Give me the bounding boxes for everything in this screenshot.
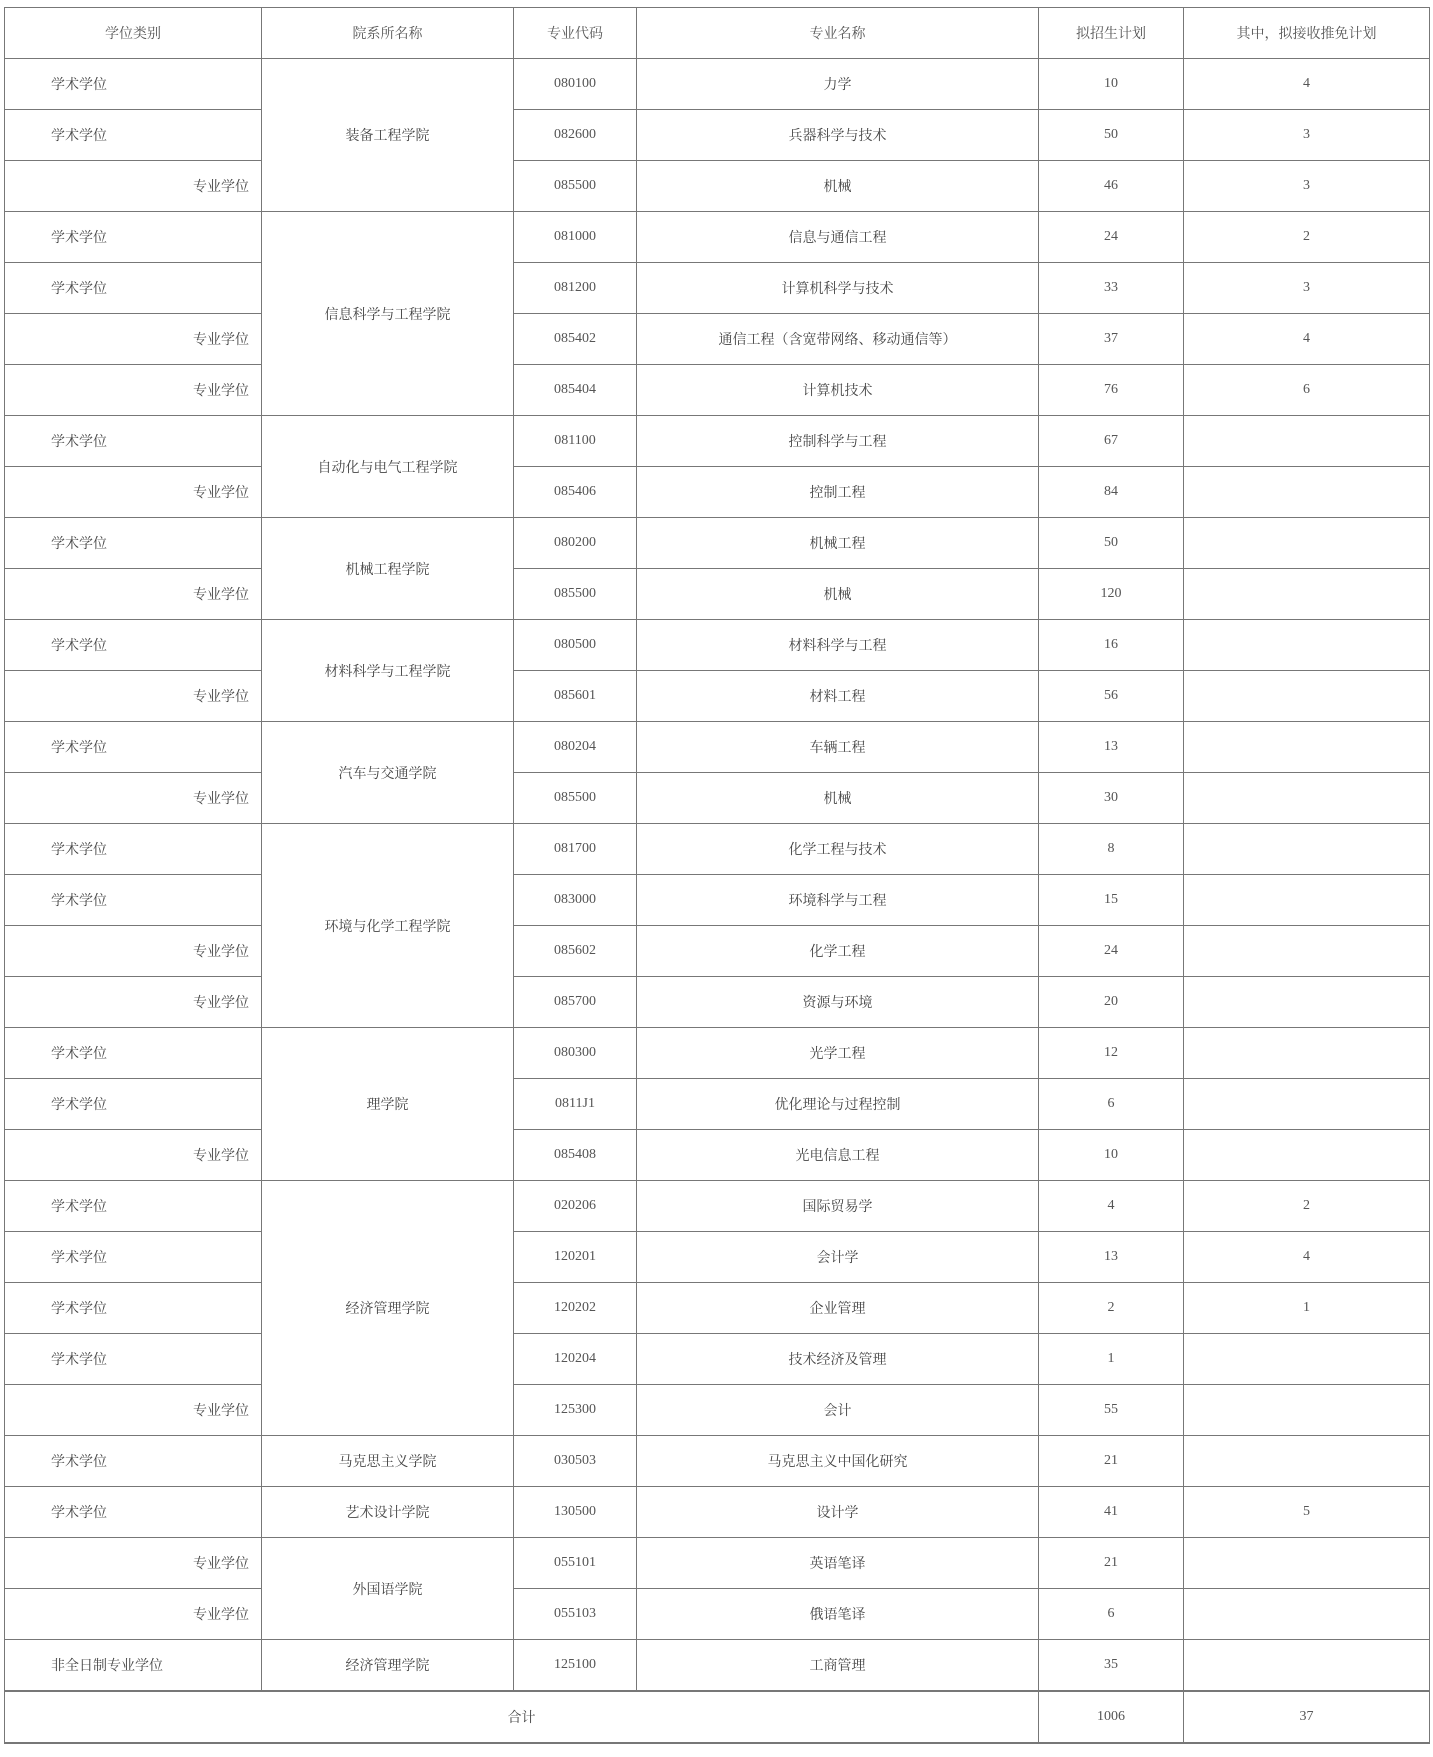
exempt-cell: 5: [1184, 1487, 1430, 1538]
college-cell: 信息科学与工程学院: [262, 212, 514, 416]
plan-cell: 30: [1039, 773, 1184, 824]
table-row: [5, 824, 1430, 875]
exempt-cell: 6: [1184, 365, 1430, 416]
major-code-cell: 080204: [514, 722, 637, 773]
college-cell: 经济管理学院: [262, 1640, 514, 1692]
major-name-cell: 优化理论与过程控制: [637, 1079, 1039, 1130]
major-code-cell: 080100: [514, 59, 637, 110]
table-row: [5, 1028, 1430, 1079]
major-code-cell: 125100: [514, 1640, 637, 1692]
table-row: [5, 1079, 1430, 1130]
exempt-cell: [1184, 569, 1430, 620]
major-code-cell: 130500: [514, 1487, 637, 1538]
degree-type-cell: 学术学位: [5, 212, 262, 263]
table-row: [5, 722, 1430, 773]
exempt-cell: [1184, 722, 1430, 773]
major-name-cell: 通信工程（含宽带网络、移动通信等）: [637, 314, 1039, 365]
table-row: [5, 161, 1430, 212]
plan-cell: 76: [1039, 365, 1184, 416]
plan-cell: 35: [1039, 1640, 1184, 1692]
table-row: [5, 1130, 1430, 1181]
major-code-cell: 082600: [514, 110, 637, 161]
major-code-cell: 0811J1: [514, 1079, 637, 1130]
major-code-cell: 085406: [514, 467, 637, 518]
plan-cell: 8: [1039, 824, 1184, 875]
degree-type-cell: 学术学位: [5, 620, 262, 671]
degree-type-cell: 专业学位: [5, 161, 262, 212]
degree-type-cell: 专业学位: [5, 1589, 262, 1640]
degree-type-cell: 学术学位: [5, 416, 262, 467]
exempt-cell: [1184, 926, 1430, 977]
exempt-cell: 4: [1184, 314, 1430, 365]
degree-type-cell: 专业学位: [5, 926, 262, 977]
exempt-cell: 3: [1184, 110, 1430, 161]
degree-type-cell: 学术学位: [5, 1028, 262, 1079]
total-label: 合计: [5, 1691, 1039, 1743]
plan-cell: 56: [1039, 671, 1184, 722]
college-cell: 装备工程学院: [262, 59, 514, 212]
table-row: [5, 977, 1430, 1028]
major-name-cell: 工商管理: [637, 1640, 1039, 1692]
plan-cell: 13: [1039, 1232, 1184, 1283]
degree-type-cell: 专业学位: [5, 671, 262, 722]
table-row: [5, 1640, 1430, 1692]
major-code-cell: 085602: [514, 926, 637, 977]
major-name-cell: 计算机科学与技术: [637, 263, 1039, 314]
plan-cell: 24: [1039, 926, 1184, 977]
table-row: [5, 1181, 1430, 1232]
major-name-cell: 材料科学与工程: [637, 620, 1039, 671]
plan-cell: 6: [1039, 1079, 1184, 1130]
degree-type-cell: 学术学位: [5, 518, 262, 569]
major-name-cell: 国际贸易学: [637, 1181, 1039, 1232]
table-row: [5, 518, 1430, 569]
table-row: [5, 314, 1430, 365]
major-code-cell: 080500: [514, 620, 637, 671]
major-code-cell: 081200: [514, 263, 637, 314]
major-code-cell: 085408: [514, 1130, 637, 1181]
degree-type-cell: 非全日制专业学位: [5, 1640, 262, 1692]
major-code-cell: 120202: [514, 1283, 637, 1334]
degree-type-cell: 专业学位: [5, 314, 262, 365]
major-code-cell: 080200: [514, 518, 637, 569]
exempt-cell: [1184, 518, 1430, 569]
major-code-cell: 085402: [514, 314, 637, 365]
exempt-cell: 2: [1184, 212, 1430, 263]
exempt-cell: [1184, 773, 1430, 824]
plan-cell: 46: [1039, 161, 1184, 212]
header-exempt-plan: 其中，拟接收推免计划: [1184, 8, 1430, 59]
degree-type-cell: 专业学位: [5, 467, 262, 518]
table-row: [5, 1538, 1430, 1589]
header-row: [5, 8, 1430, 59]
major-name-cell: 车辆工程: [637, 722, 1039, 773]
degree-type-cell: 学术学位: [5, 875, 262, 926]
major-code-cell: 081700: [514, 824, 637, 875]
plan-cell: 12: [1039, 1028, 1184, 1079]
plan-cell: 10: [1039, 1130, 1184, 1181]
header-college: 院系所名称: [262, 8, 514, 59]
major-name-cell: 企业管理: [637, 1283, 1039, 1334]
table-row: [5, 416, 1430, 467]
college-cell: 理学院: [262, 1028, 514, 1181]
plan-cell: 55: [1039, 1385, 1184, 1436]
table-row: [5, 1232, 1430, 1283]
exempt-cell: [1184, 416, 1430, 467]
major-name-cell: 资源与环境: [637, 977, 1039, 1028]
exempt-cell: 3: [1184, 161, 1430, 212]
enrollment-plan-table: [4, 7, 1430, 1744]
major-code-cell: 085700: [514, 977, 637, 1028]
exempt-cell: 3: [1184, 263, 1430, 314]
degree-type-cell: 学术学位: [5, 1232, 262, 1283]
major-name-cell: 环境科学与工程: [637, 875, 1039, 926]
table-row: [5, 1487, 1430, 1538]
major-name-cell: 光学工程: [637, 1028, 1039, 1079]
table-row: [5, 1283, 1430, 1334]
major-name-cell: 信息与通信工程: [637, 212, 1039, 263]
major-code-cell: 020206: [514, 1181, 637, 1232]
major-code-cell: 081100: [514, 416, 637, 467]
plan-cell: 50: [1039, 518, 1184, 569]
plan-cell: 20: [1039, 977, 1184, 1028]
exempt-cell: [1184, 1640, 1430, 1692]
degree-type-cell: 学术学位: [5, 1079, 262, 1130]
plan-cell: 10: [1039, 59, 1184, 110]
degree-type-cell: 专业学位: [5, 977, 262, 1028]
exempt-cell: 1: [1184, 1283, 1430, 1334]
major-code-cell: 085404: [514, 365, 637, 416]
table-row: [5, 926, 1430, 977]
plan-cell: 50: [1039, 110, 1184, 161]
degree-type-cell: 学术学位: [5, 110, 262, 161]
exempt-cell: [1184, 1589, 1430, 1640]
plan-cell: 33: [1039, 263, 1184, 314]
table-row: [5, 671, 1430, 722]
total-row: [5, 1691, 1430, 1743]
exempt-cell: [1184, 1028, 1430, 1079]
total-exempt: 37: [1184, 1691, 1430, 1743]
major-name-cell: 设计学: [637, 1487, 1039, 1538]
header-degree-type: 学位类别: [5, 8, 262, 59]
degree-type-cell: 专业学位: [5, 773, 262, 824]
table-row: [5, 467, 1430, 518]
major-code-cell: 085500: [514, 773, 637, 824]
plan-cell: 84: [1039, 467, 1184, 518]
major-name-cell: 材料工程: [637, 671, 1039, 722]
exempt-cell: [1184, 1130, 1430, 1181]
major-name-cell: 俄语笔译: [637, 1589, 1039, 1640]
major-code-cell: 085601: [514, 671, 637, 722]
plan-cell: 21: [1039, 1436, 1184, 1487]
major-code-cell: 081000: [514, 212, 637, 263]
header-major-name: 专业名称: [637, 8, 1039, 59]
plan-cell: 2: [1039, 1283, 1184, 1334]
major-code-cell: 055101: [514, 1538, 637, 1589]
exempt-cell: [1184, 1079, 1430, 1130]
degree-type-cell: 专业学位: [5, 569, 262, 620]
major-name-cell: 力学: [637, 59, 1039, 110]
plan-cell: 41: [1039, 1487, 1184, 1538]
table-row: [5, 1334, 1430, 1385]
major-name-cell: 机械工程: [637, 518, 1039, 569]
table-row: [5, 365, 1430, 416]
major-name-cell: 会计: [637, 1385, 1039, 1436]
exempt-cell: 2: [1184, 1181, 1430, 1232]
table-row: [5, 1436, 1430, 1487]
table-row: [5, 212, 1430, 263]
major-name-cell: 技术经济及管理: [637, 1334, 1039, 1385]
major-name-cell: 化学工程: [637, 926, 1039, 977]
table-row: [5, 110, 1430, 161]
plan-cell: 13: [1039, 722, 1184, 773]
total-plan: 1006: [1039, 1691, 1184, 1743]
college-cell: 材料科学与工程学院: [262, 620, 514, 722]
plan-cell: 37: [1039, 314, 1184, 365]
plan-cell: 6: [1039, 1589, 1184, 1640]
major-name-cell: 控制工程: [637, 467, 1039, 518]
exempt-cell: [1184, 620, 1430, 671]
header-major-code: 专业代码: [514, 8, 637, 59]
college-cell: 马克思主义学院: [262, 1436, 514, 1487]
degree-type-cell: 专业学位: [5, 365, 262, 416]
major-name-cell: 控制科学与工程: [637, 416, 1039, 467]
exempt-cell: [1184, 1385, 1430, 1436]
degree-type-cell: 学术学位: [5, 1283, 262, 1334]
degree-type-cell: 专业学位: [5, 1538, 262, 1589]
degree-type-cell: 学术学位: [5, 722, 262, 773]
plan-cell: 24: [1039, 212, 1184, 263]
major-name-cell: 机械: [637, 773, 1039, 824]
major-code-cell: 055103: [514, 1589, 637, 1640]
degree-type-cell: 学术学位: [5, 263, 262, 314]
plan-cell: 16: [1039, 620, 1184, 671]
degree-type-cell: 学术学位: [5, 1436, 262, 1487]
major-code-cell: 120204: [514, 1334, 637, 1385]
college-cell: 自动化与电气工程学院: [262, 416, 514, 518]
major-code-cell: 083000: [514, 875, 637, 926]
exempt-cell: [1184, 1436, 1430, 1487]
degree-type-cell: 学术学位: [5, 1334, 262, 1385]
exempt-cell: [1184, 1538, 1430, 1589]
degree-type-cell: 学术学位: [5, 1487, 262, 1538]
table-row: [5, 1589, 1430, 1640]
major-code-cell: 125300: [514, 1385, 637, 1436]
major-name-cell: 机械: [637, 569, 1039, 620]
table-row: [5, 59, 1430, 110]
college-cell: 汽车与交通学院: [262, 722, 514, 824]
major-code-cell: 080300: [514, 1028, 637, 1079]
major-name-cell: 化学工程与技术: [637, 824, 1039, 875]
exempt-cell: [1184, 875, 1430, 926]
header-plan: 拟招生计划: [1039, 8, 1184, 59]
major-name-cell: 兵器科学与技术: [637, 110, 1039, 161]
degree-type-cell: 专业学位: [5, 1385, 262, 1436]
major-name-cell: 机械: [637, 161, 1039, 212]
major-name-cell: 马克思主义中国化研究: [637, 1436, 1039, 1487]
major-code-cell: 030503: [514, 1436, 637, 1487]
college-cell: 机械工程学院: [262, 518, 514, 620]
degree-type-cell: 学术学位: [5, 1181, 262, 1232]
table-row: [5, 1385, 1430, 1436]
plan-cell: 1: [1039, 1334, 1184, 1385]
major-name-cell: 会计学: [637, 1232, 1039, 1283]
plan-cell: 21: [1039, 1538, 1184, 1589]
plan-cell: 15: [1039, 875, 1184, 926]
major-name-cell: 光电信息工程: [637, 1130, 1039, 1181]
major-code-cell: 120201: [514, 1232, 637, 1283]
plan-cell: 67: [1039, 416, 1184, 467]
exempt-cell: [1184, 824, 1430, 875]
plan-cell: 120: [1039, 569, 1184, 620]
table-row: [5, 875, 1430, 926]
major-code-cell: 085500: [514, 569, 637, 620]
exempt-cell: 4: [1184, 1232, 1430, 1283]
college-cell: 艺术设计学院: [262, 1487, 514, 1538]
table-row: [5, 773, 1430, 824]
degree-type-cell: 学术学位: [5, 59, 262, 110]
degree-type-cell: 专业学位: [5, 1130, 262, 1181]
major-name-cell: 计算机技术: [637, 365, 1039, 416]
table-row: [5, 569, 1430, 620]
exempt-cell: [1184, 1334, 1430, 1385]
exempt-cell: [1184, 467, 1430, 518]
college-cell: 经济管理学院: [262, 1181, 514, 1436]
college-cell: 环境与化学工程学院: [262, 824, 514, 1028]
plan-cell: 4: [1039, 1181, 1184, 1232]
exempt-cell: [1184, 671, 1430, 722]
college-cell: 外国语学院: [262, 1538, 514, 1640]
degree-type-cell: 学术学位: [5, 824, 262, 875]
table-row: [5, 620, 1430, 671]
exempt-cell: [1184, 977, 1430, 1028]
major-name-cell: 英语笔译: [637, 1538, 1039, 1589]
major-code-cell: 085500: [514, 161, 637, 212]
table-row: [5, 263, 1430, 314]
exempt-cell: 4: [1184, 59, 1430, 110]
